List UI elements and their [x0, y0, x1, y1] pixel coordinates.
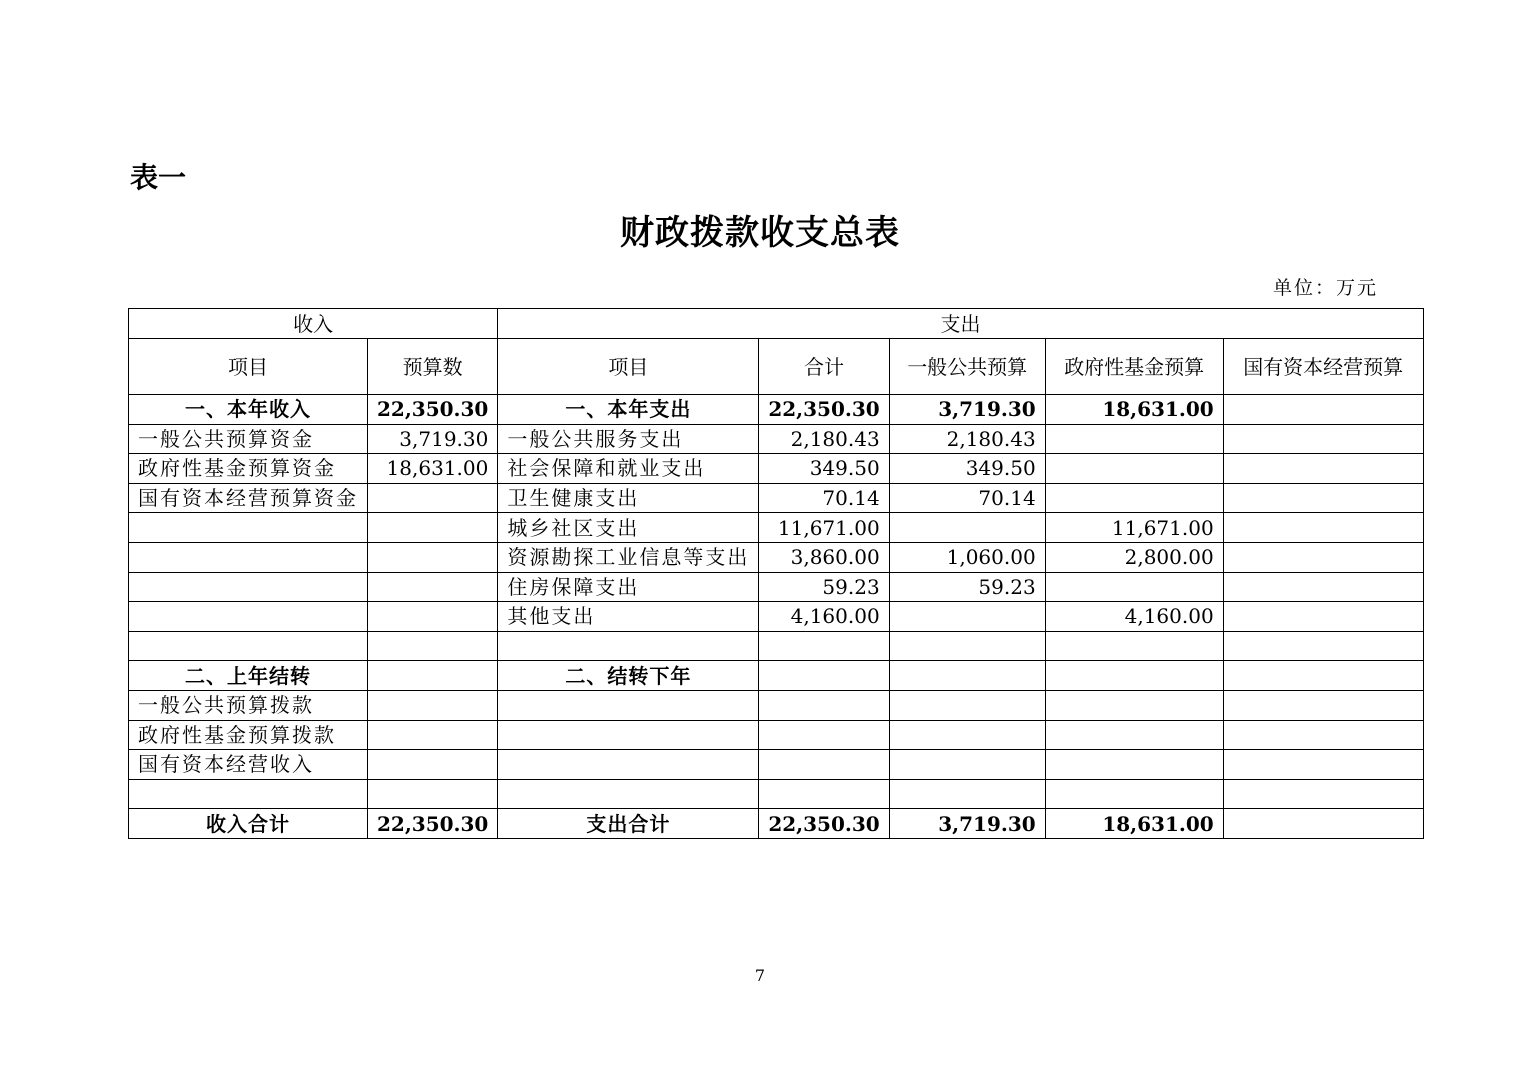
- cell-general-public: [889, 513, 1045, 543]
- cell-expense-item: [498, 750, 759, 780]
- cell-general-public: 70.14: [889, 483, 1045, 513]
- cell-total: [759, 779, 889, 809]
- cell-gov-fund: [1045, 483, 1223, 513]
- col-header-general-public: 一般公共预算: [889, 339, 1045, 395]
- cell-gov-fund: 18,631.00: [1045, 809, 1223, 839]
- cell-expense-item: [498, 690, 759, 720]
- cell-gov-fund: [1045, 690, 1223, 720]
- income-section-header: 收入: [129, 309, 498, 339]
- cell-total: 59.23: [759, 572, 889, 602]
- cell-income-item: 二、上年结转: [129, 661, 368, 691]
- cell-state-capital: [1223, 572, 1423, 602]
- col-header-gov-fund: 政府性基金预算: [1045, 339, 1223, 395]
- cell-state-capital: [1223, 720, 1423, 750]
- cell-total: [759, 690, 889, 720]
- cell-general-public: [889, 779, 1045, 809]
- cell-income-item: 收入合计: [129, 809, 368, 839]
- table-row: [129, 690, 1424, 720]
- cell-income-item: 一般公共预算资金: [129, 424, 368, 454]
- cell-expense-item: 资源勘探工业信息等支出: [498, 542, 759, 572]
- col-header-expense-item: 项目: [498, 339, 759, 395]
- cell-general-public: [889, 602, 1045, 632]
- cell-income-item: 一、本年收入: [129, 395, 368, 425]
- cell-state-capital: [1223, 395, 1423, 425]
- col-header-total: 合计: [759, 339, 889, 395]
- cell-state-capital: [1223, 542, 1423, 572]
- table-row: [129, 809, 1424, 839]
- cell-expense-item: 一、本年支出: [498, 395, 759, 425]
- cell-expense-item: 卫生健康支出: [498, 483, 759, 513]
- table-row: [129, 661, 1424, 691]
- cell-state-capital: [1223, 602, 1423, 632]
- cell-state-capital: [1223, 750, 1423, 780]
- cell-income-item: [129, 779, 368, 809]
- cell-total: [759, 631, 889, 661]
- cell-gov-fund: [1045, 720, 1223, 750]
- cell-general-public: 2,180.43: [889, 424, 1045, 454]
- cell-total: 22,350.30: [759, 395, 889, 425]
- cell-expense-item: 支出合计: [498, 809, 759, 839]
- column-header-row: [129, 339, 1424, 395]
- cell-expense-item: 其他支出: [498, 602, 759, 632]
- cell-expense-item: 二、结转下年: [498, 661, 759, 691]
- cell-income-item: 政府性基金预算资金: [129, 454, 368, 484]
- cell-state-capital: [1223, 661, 1423, 691]
- cell-income-budget: [368, 542, 498, 572]
- col-header-state-capital: 国有资本经营预算: [1223, 339, 1423, 395]
- cell-income-budget: [368, 720, 498, 750]
- cell-income-budget: 22,350.30: [368, 809, 498, 839]
- cell-gov-fund: [1045, 779, 1223, 809]
- cell-expense-item: 住房保障支出: [498, 572, 759, 602]
- cell-income-item: [129, 542, 368, 572]
- cell-total: 4,160.00: [759, 602, 889, 632]
- cell-expense-item: 社会保障和就业支出: [498, 454, 759, 484]
- table-row: [129, 483, 1424, 513]
- cell-expense-item: [498, 631, 759, 661]
- cell-expense-item: 一般公共服务支出: [498, 424, 759, 454]
- cell-gov-fund: 11,671.00: [1045, 513, 1223, 543]
- table-row: [129, 572, 1424, 602]
- cell-income-budget: [368, 750, 498, 780]
- document-title: 财政拨款收支总表: [620, 213, 900, 253]
- cell-income-budget: [368, 483, 498, 513]
- cell-gov-fund: [1045, 631, 1223, 661]
- table-row: [129, 720, 1424, 750]
- cell-income-item: 国有资本经营收入: [129, 750, 368, 780]
- table-row: [129, 542, 1424, 572]
- cell-gov-fund: [1045, 750, 1223, 780]
- cell-income-budget: [368, 631, 498, 661]
- cell-total: [759, 720, 889, 750]
- cell-income-item: [129, 572, 368, 602]
- cell-state-capital: [1223, 779, 1423, 809]
- col-header-income-budget: 预算数: [368, 339, 498, 395]
- cell-state-capital: [1223, 631, 1423, 661]
- expense-section-header: 支出: [498, 309, 1423, 339]
- table-row: [129, 513, 1424, 543]
- table-label: 表一: [130, 161, 187, 194]
- cell-total: 22,350.30: [759, 809, 889, 839]
- cell-income-item: [129, 602, 368, 632]
- cell-state-capital: [1223, 483, 1423, 513]
- cell-income-item: 政府性基金预算拨款: [129, 720, 368, 750]
- unit-note: 单位：万元: [1272, 277, 1378, 299]
- cell-total: 2,180.43: [759, 424, 889, 454]
- cell-general-public: [889, 631, 1045, 661]
- table-row: [129, 454, 1424, 484]
- cell-gov-fund: 18,631.00: [1045, 395, 1223, 425]
- cell-state-capital: [1223, 424, 1423, 454]
- cell-income-budget: [368, 513, 498, 543]
- table-row: [129, 631, 1424, 661]
- cell-general-public: [889, 661, 1045, 691]
- cell-total: 349.50: [759, 454, 889, 484]
- cell-total: [759, 661, 889, 691]
- cell-gov-fund: 2,800.00: [1045, 542, 1223, 572]
- cell-general-public: 349.50: [889, 454, 1045, 484]
- cell-total: 3,860.00: [759, 542, 889, 572]
- cell-expense-item: 城乡社区支出: [498, 513, 759, 543]
- fiscal-summary-table: [128, 308, 1424, 839]
- cell-state-capital: [1223, 690, 1423, 720]
- cell-income-item: 国有资本经营预算资金: [129, 483, 368, 513]
- cell-general-public: [889, 720, 1045, 750]
- cell-income-budget: [368, 779, 498, 809]
- table-row: [129, 779, 1424, 809]
- cell-general-public: [889, 750, 1045, 780]
- cell-income-item: [129, 631, 368, 661]
- cell-gov-fund: [1045, 424, 1223, 454]
- cell-income-budget: [368, 690, 498, 720]
- cell-state-capital: [1223, 454, 1423, 484]
- cell-total: 70.14: [759, 483, 889, 513]
- cell-income-budget: [368, 602, 498, 632]
- cell-income-budget: 3,719.30: [368, 424, 498, 454]
- cell-income-item: 一般公共预算拨款: [129, 690, 368, 720]
- cell-income-budget: 22,350.30: [368, 395, 498, 425]
- cell-expense-item: [498, 720, 759, 750]
- cell-expense-item: [498, 779, 759, 809]
- col-header-income-item: 项目: [129, 339, 368, 395]
- cell-income-budget: [368, 661, 498, 691]
- table-body: [129, 395, 1424, 839]
- cell-general-public: 59.23: [889, 572, 1045, 602]
- cell-gov-fund: 4,160.00: [1045, 602, 1223, 632]
- table-row: [129, 424, 1424, 454]
- cell-total: 11,671.00: [759, 513, 889, 543]
- cell-income-item: [129, 513, 368, 543]
- table-row: [129, 750, 1424, 780]
- page-number: 7: [754, 966, 766, 985]
- cell-state-capital: [1223, 513, 1423, 543]
- cell-gov-fund: [1045, 454, 1223, 484]
- cell-general-public: 3,719.30: [889, 395, 1045, 425]
- cell-general-public: 3,719.30: [889, 809, 1045, 839]
- table-row: [129, 602, 1424, 632]
- cell-income-budget: 18,631.00: [368, 454, 498, 484]
- section-header-row: [129, 309, 1424, 339]
- cell-gov-fund: [1045, 661, 1223, 691]
- cell-general-public: 1,060.00: [889, 542, 1045, 572]
- table-row: [129, 395, 1424, 425]
- cell-total: [759, 750, 889, 780]
- cell-gov-fund: [1045, 572, 1223, 602]
- cell-income-budget: [368, 572, 498, 602]
- cell-state-capital: [1223, 809, 1423, 839]
- cell-general-public: [889, 690, 1045, 720]
